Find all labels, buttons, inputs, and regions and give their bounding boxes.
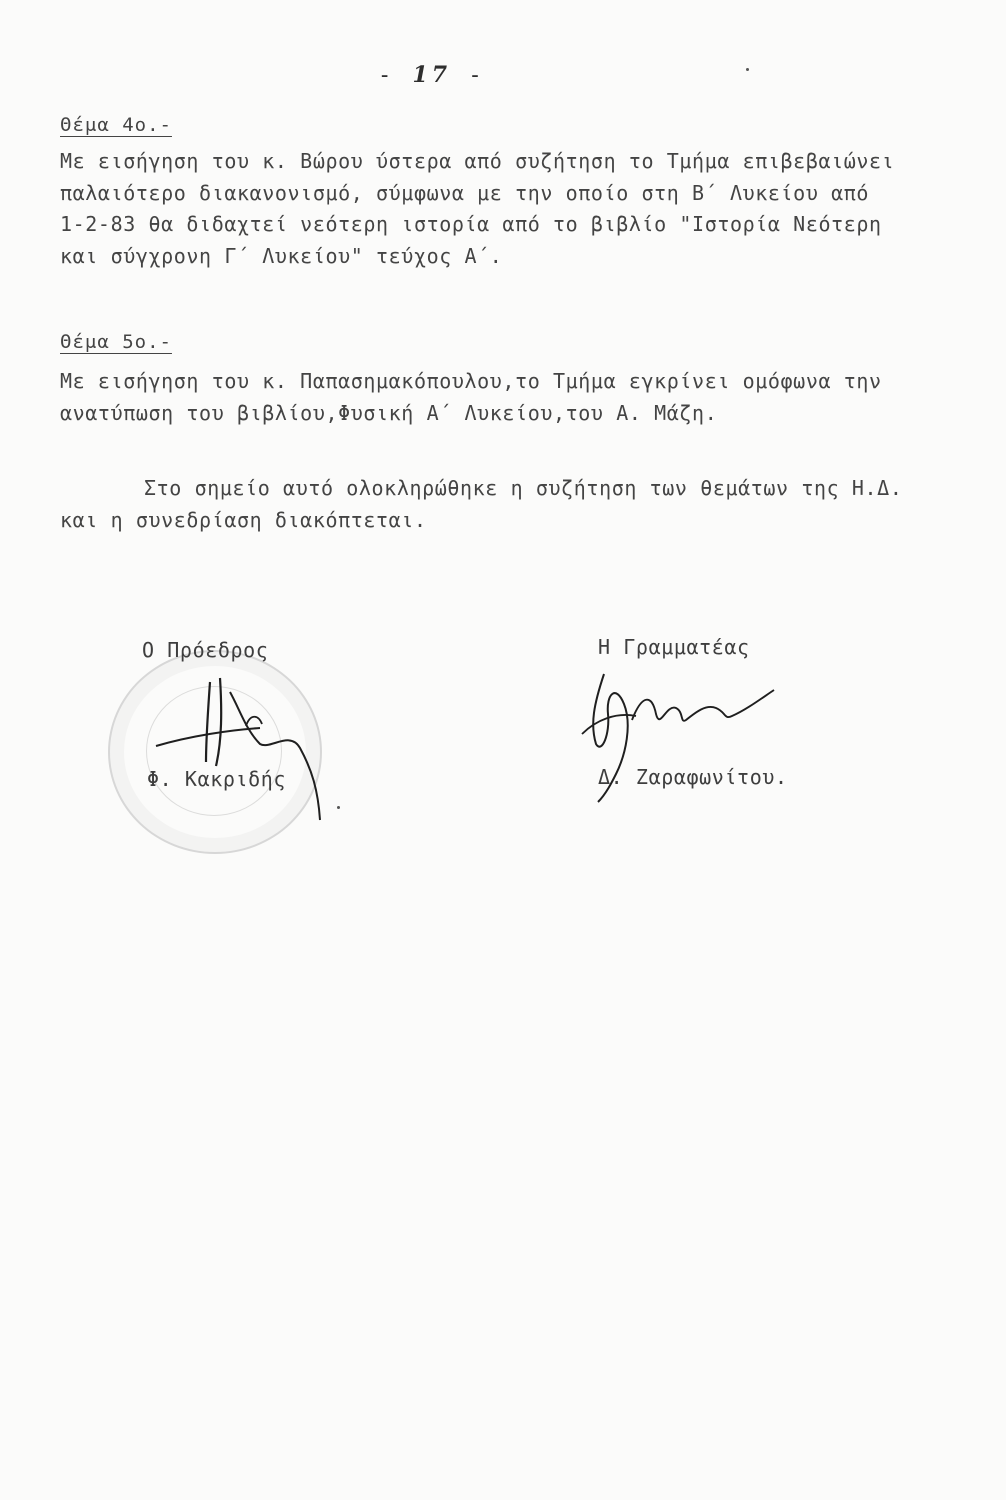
- section-body-4: Με εισήγηση του κ. Βώρου ύστερα από συζήτηση το Τμήμα επιβεβαιώνει παλαιότερο διακανονισμό, σύμφωνα με την οποίο στη Β΄ Λυκείου από 1-2-83 θα διδαχτεί νεότερη ιστορία από το βιβλίο "Ιστορία Νεότερη και σύγχρονη Γ΄ Λυκείου" τεύχος Α΄.: [60, 149, 895, 268]
- stray-mark: [746, 68, 749, 71]
- section-body-5: Με εισήγηση του κ. Παπασημακόπουλου,το Τμήμα εγκρίνει ομόφωνα την ανατύπωση του βιβλίου,Φυσική Α΄ Λυκείου,του Α. Μάζη.: [60, 369, 882, 425]
- page-number-value: 17: [412, 62, 452, 88]
- secretary-name: Δ. Ζαραφωνίτου.: [598, 765, 788, 789]
- stray-mark: [337, 806, 340, 809]
- section-title-4: Θέμα 4ο.-: [60, 114, 172, 136]
- closing-paragraph: Στο σημείο αυτό ολοκληρώθηκε η συζήτηση των θεμάτων της Η.Δ. και η συνεδρίαση διακόπτεται.: [60, 476, 903, 532]
- page-number-dash-right: -: [468, 63, 486, 88]
- secretary-role: Η Γραμματέας: [598, 635, 750, 659]
- page-number-dash-left: -: [378, 63, 396, 88]
- president-role: Ο Πρόεδρος: [142, 638, 269, 662]
- president-name: Φ. Κακριδής: [147, 767, 287, 791]
- section-title-5: Θέμα 5ο.-: [60, 331, 172, 353]
- page-number: [378, 62, 486, 88]
- handwritten-signature-icon: [150, 670, 350, 830]
